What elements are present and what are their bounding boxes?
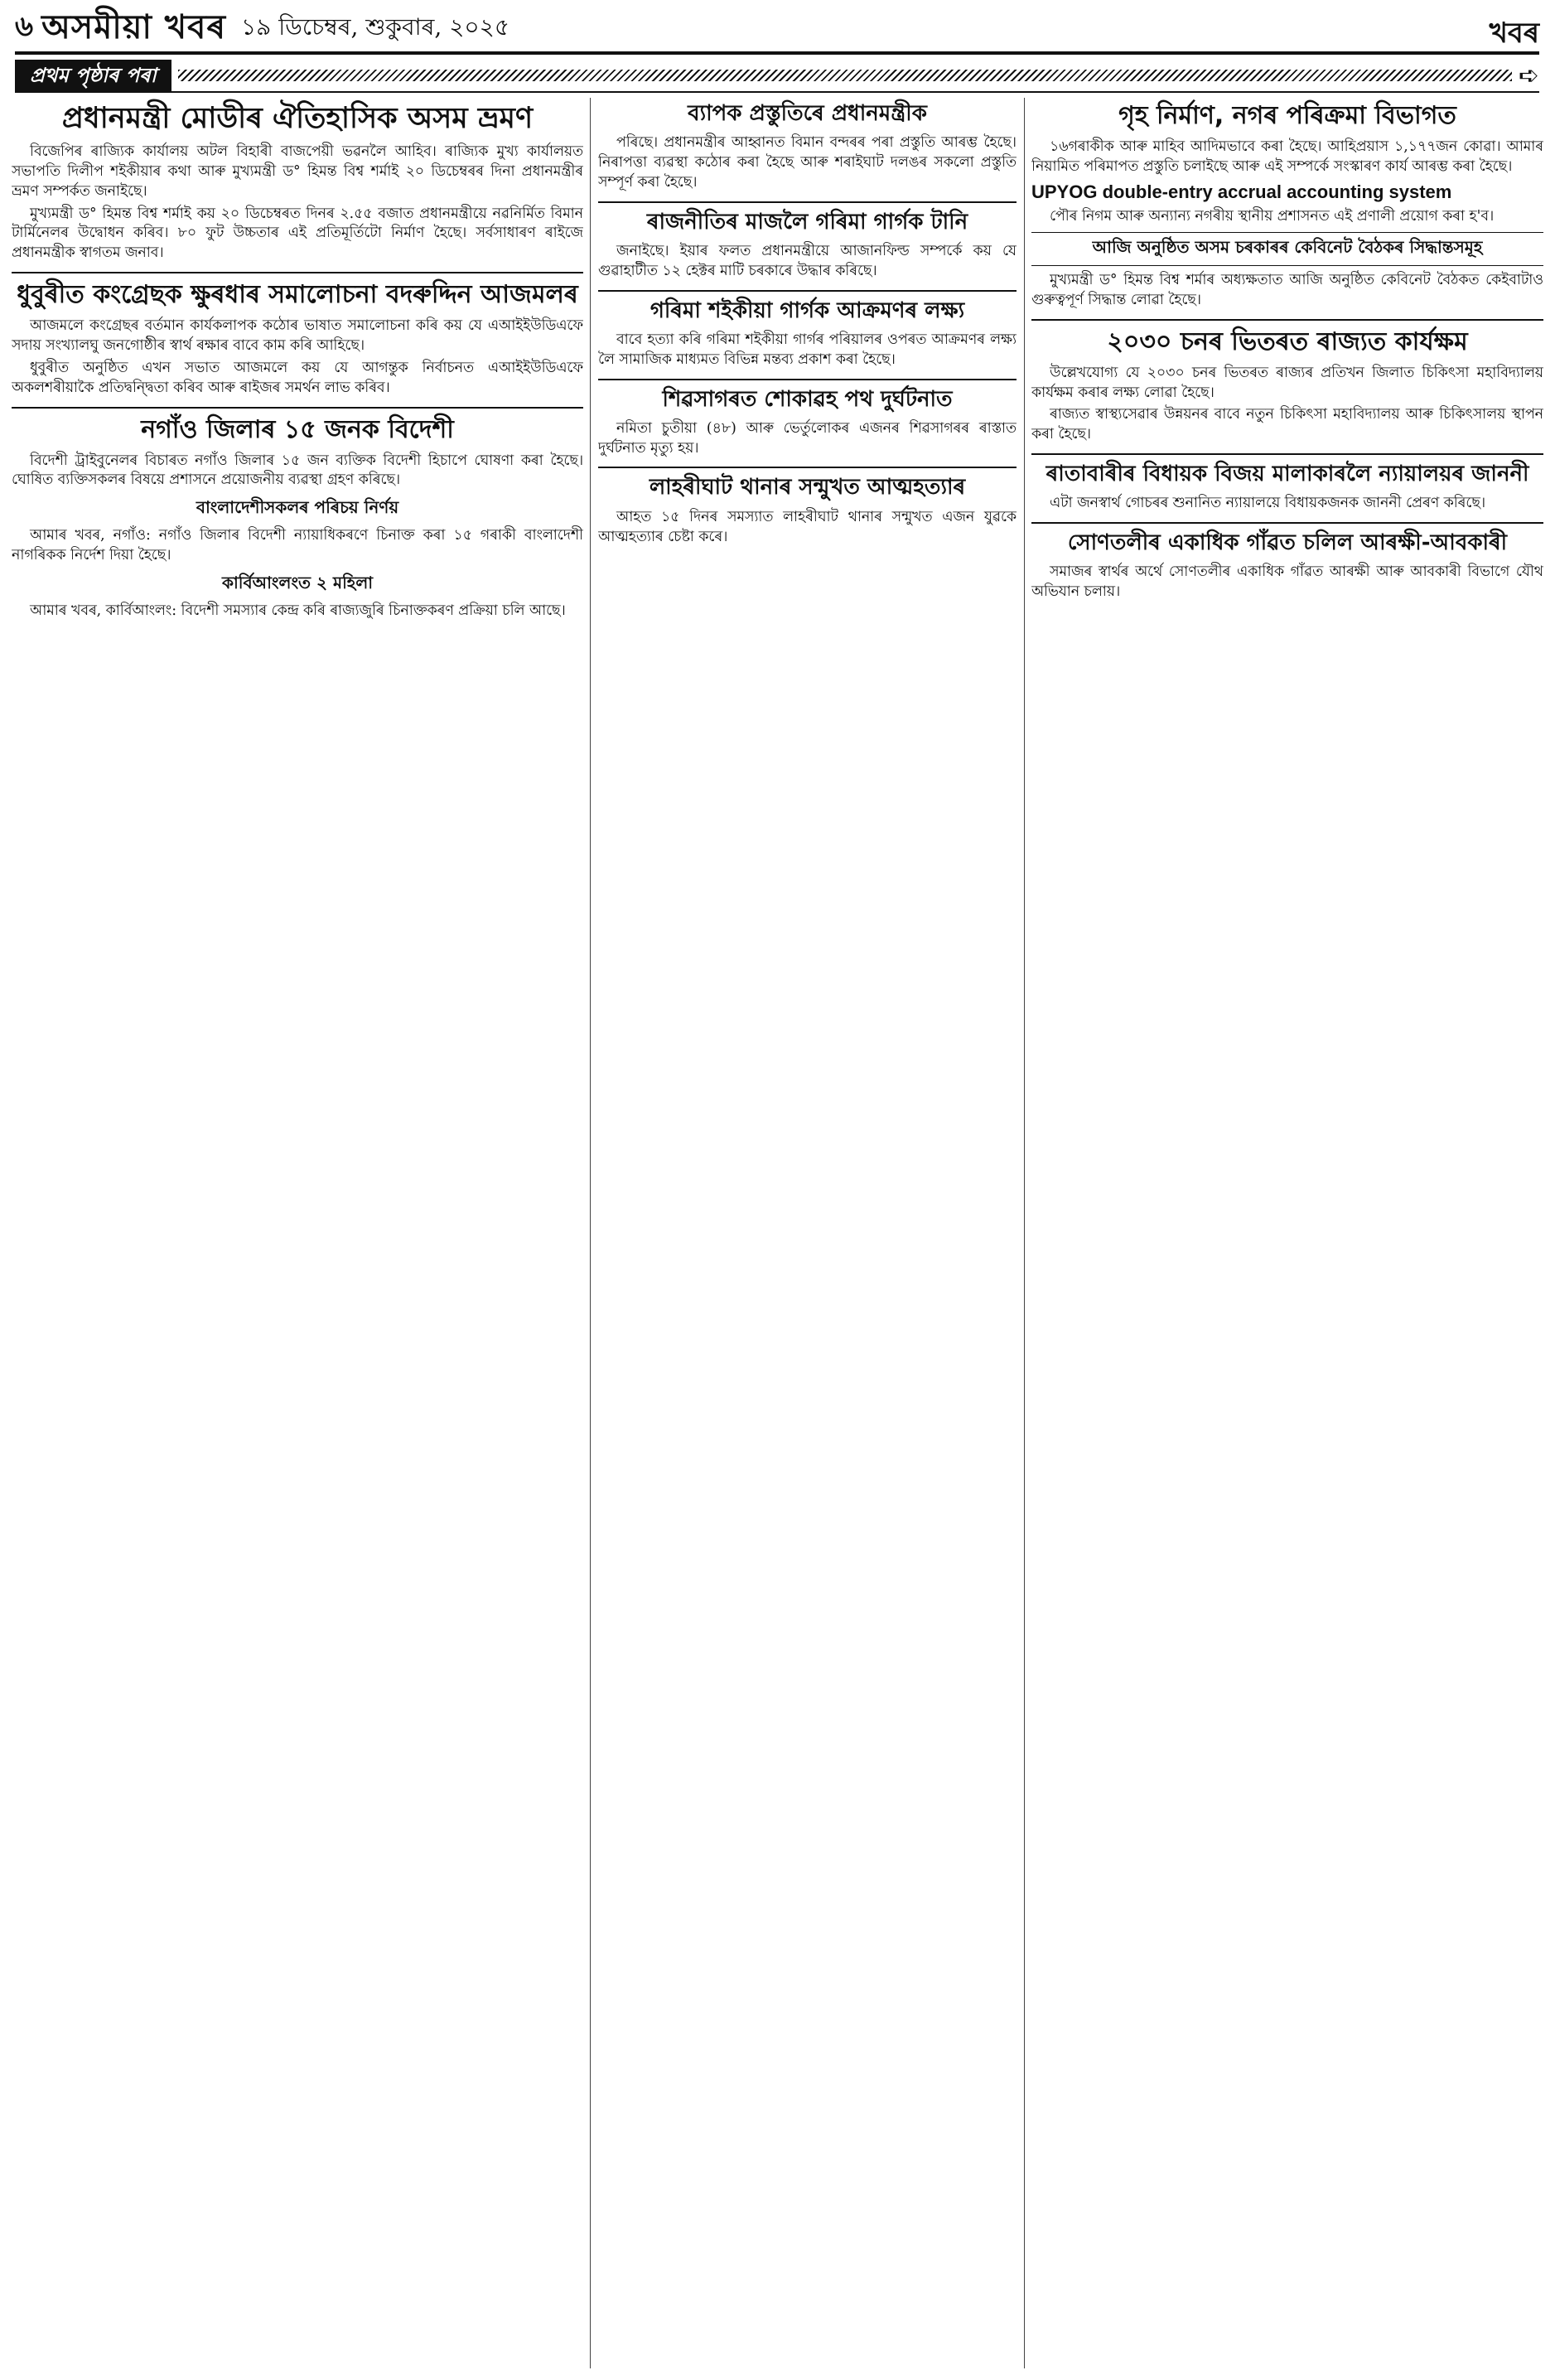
story-paragraph: আহত ১৫ দিনৰ সমস্যাত লাহৰীঘাট থানাৰ সন্মুখত এজন যুৱকে আত্মহত্যাৰ চেষ্টা কৰে। <box>598 508 1017 545</box>
paper-name: অসমীয়া খবৰ <box>41 7 226 46</box>
story-pm-preparations <box>598 101 1017 193</box>
headline-foreigners: নগাঁও জিলাৰ ১৫ জনক বিদেশী <box>141 414 454 444</box>
story-rataberi-mla <box>1031 462 1543 514</box>
story-divider <box>1031 319 1543 321</box>
column-middle <box>598 98 1017 2368</box>
story-divider <box>598 201 1017 203</box>
story-divider <box>598 379 1017 380</box>
story-paragraph: ১৬গৰাকীক আৰু মাহিব আদিমভাবে কৰা হৈছে। আহিপ্ৰয়াস ১,১৭৭জন কোৱা। আমাৰ নিয়ামিত পৰিমাপত প্ৰস্তুতি চলাইছে আৰু এই সম্পৰ্কে সংস্কাৰণ কাৰ্য আৰম্ভ কৰা হৈছে। <box>1031 138 1543 175</box>
strip-hatch <box>178 70 1512 81</box>
story-paragraph: পৰিছে। প্ৰধানমন্ত্ৰীৰ আহ্বানত বিমান বন্দৰৰ পৰা প্ৰস্তুতি আৰম্ভ হৈছে। নিৰাপত্তা ব্যৱস্থা কঠোৰ কৰা হৈছে আৰু শৰাইঘাট দলঙৰ সকলো প্ৰস্তুতি সম্পূৰ্ণ কৰা হৈছে। <box>598 134 1017 191</box>
headline-sivasagar-accident: শিৱসাগৰত শোকাৱহ পথ দুৰ্ঘটনাত <box>662 386 953 412</box>
story-paragraph: আমাৰ খবৰ, নগাঁও: নগাঁও জিলাৰ বিদেশী ন্যায়াধিকৰণে চিনাক্ত কৰা ১৫ গৰাকী বাংলাদেশী নাগৰিকক নিৰ্দেশ দিয়া হৈছে। <box>12 527 583 564</box>
column-right <box>1031 98 1543 2368</box>
headline-ajmal: ধুবুৰীত কংগ্ৰেছক ক্ষুৰধাৰ সমালোচনা বদৰুদ্দিন আজমলৰ <box>17 280 578 310</box>
story-paragraph: বিদেশী ট্ৰাইবুনেলৰ বিচাৰত নগাঁও জিলাৰ ১৫ জন ব্যক্তিক বিদেশী হিচাপে ঘোষণা কৰা হৈছে। ঘোষিত ব্যক্তিসকলৰ বিষয়ে প্ৰশাসনে প্ৰয়োজনীয় ব্যৱস্থা গ্ৰহণ কৰিছে। <box>12 452 583 489</box>
headline-garima-politics: ৰাজনীতিৰ মাজলৈ গৰিমা গাৰ্গক টানি <box>646 209 968 235</box>
page-number: ৬ <box>15 9 34 43</box>
headline-medical-2030: ২০৩০ চনৰ ভিতৰত ৰাজ্যত কাৰ্যক্ষম <box>1107 327 1468 356</box>
column-divider <box>590 98 591 2368</box>
sub-heading: কাৰ্বিআংলংত ২ মহিলা <box>221 573 374 593</box>
column-left <box>12 98 583 2368</box>
story-foreigners <box>12 415 583 622</box>
headline-sonatoli-raid: সোণতলীৰ একাধিক গাঁৱত চলিল আৰক্ষী-আবকাৰী <box>1067 530 1508 556</box>
story-divider <box>598 467 1017 468</box>
story-medical-2030 <box>1031 327 1543 445</box>
continued-label: প্ৰথম পৃষ্ঠাৰ পৰা <box>15 60 171 91</box>
arrow-right-icon: ➪ <box>1518 60 1539 90</box>
story-garima-politics <box>598 210 1017 282</box>
headline-garima-attack: গৰিমা শইকীয়া গাৰ্গক আক্ৰমণৰ লক্ষ্য <box>650 298 965 323</box>
story-paragraph: ৰাজ্যত স্বাস্থ্যসেৱাৰ উন্নয়নৰ বাবে নতুন চিকিৎসা মহাবিদ্যালয় আৰু চিকিৎসালয় স্থাপন কৰা হৈছে। <box>1031 406 1543 443</box>
column-divider <box>1024 98 1025 2368</box>
story-paragraph: নমিতা চুতীয়া (৪৮) আৰু ভেৰ্তুলোকৰ এজনৰ শিৱসাগৰৰ ৰাস্তাত দুৰ্ঘটনাত মৃত্যু হয়। <box>598 419 1017 457</box>
story-housing-urban <box>1031 101 1543 311</box>
story-divider <box>1031 522 1543 524</box>
issue-date: ১৯ ডিচেম্বৰ, শুকুবাৰ, ২০২৫ <box>240 12 510 41</box>
story-ajmal <box>12 280 583 398</box>
headline-housing-urban: গৃহ নিৰ্মাণ, নগৰ পৰিক্ৰমা বিভাগত <box>1118 101 1456 130</box>
story-divider <box>12 272 583 273</box>
continued-strip <box>15 60 1539 93</box>
story-paragraph: পৌৰ নিগম আৰু অন্যান্য নগৰীয় স্থানীয় প্ৰশাসনত এই প্ৰণালী প্ৰয়োগ কৰা হ'ব। <box>1050 208 1495 225</box>
story-paragraph: জনাইছে। ইয়াৰ ফলত প্ৰধানমন্ত্ৰীয়ে আজানফিল্ড সম্পৰ্কে কয় যে গুৱাহাটীত ১২ হেক্টৰ মাটি চৰকাৰে উদ্ধাৰ কৰিছে। <box>598 242 1017 279</box>
story-paragraph: উল্লেখযোগ্য যে ২০৩০ চনৰ ভিতৰত ৰাজ্যৰ প্ৰতিখন জিলাত চিকিৎসা মহাবিদ্যালয় কাৰ্যক্ষম কৰাৰ লক্ষ্য লোৱা হৈছে। <box>1031 364 1543 401</box>
headline-rataberi-mla: ৰাতাবাৰীৰ বিধায়ক বিজয় মালাকাৰলৈ ন্যায়ালয়ৰ জাননী <box>1046 462 1529 487</box>
headline-laharighat: লাহৰীঘাট থানাৰ সন্মুখত আত্মহত্যাৰ <box>649 475 966 501</box>
story-paragraph: এটা জনস্বাৰ্থ গোচৰৰ শুনানিত ন্যায়ালয়ে বিধায়কজনক জাননী প্ৰেৰণ কৰিছে। <box>1050 495 1486 512</box>
section-name: খবৰ <box>1489 17 1539 50</box>
story-pm-visit <box>12 101 583 264</box>
story-sivasagar-accident <box>598 387 1017 459</box>
story-divider <box>598 290 1017 292</box>
story-divider <box>1031 453 1543 455</box>
story-sonatoli-raid <box>1031 530 1543 602</box>
story-garima-attack <box>598 298 1017 370</box>
masthead <box>15 5 1539 55</box>
story-paragraph: আমাৰ খবৰ, কাৰ্বিআংলং: বিদেশী সমস্যাৰ কেন্দ্ৰ কৰি ৰাজ্যজুৰি চিনাক্তকৰণ প্ৰক্ৰিয়া চলি আছে। <box>30 602 566 620</box>
sub-heading: বাংলাদেশীসকলৰ পৰিচয় নিৰ্ণয় <box>196 497 399 518</box>
story-paragraph: সমাজৰ স্বাৰ্থৰ অৰ্থে সোণতলীৰ একাধিক গাঁৱত আৰক্ষী আৰু আবকাৰী বিভাগে যৌথ অভিযান চলায়। <box>1031 564 1543 601</box>
story-laharighat <box>598 475 1017 547</box>
cabinet-decisions-caption: আজি অনুষ্ঠিত অসম চৰকাৰৰ কেবিনেট বৈঠকৰ সিদ্ধান্তসমূহ <box>1031 232 1543 266</box>
story-divider <box>12 407 583 409</box>
story-paragraph: বাবে হত্যা কৰি গৰিমা শইকীয়া গাৰ্গৰ পৰিয়ালৰ ওপৰত আক্ৰমণৰ লক্ষ্য লৈ সামাজিক মাধ্যমত বিভিন্ন মন্তব্য প্ৰকাশ কৰা হৈছে। <box>598 331 1017 368</box>
story-paragraph: মুখ্যমন্ত্ৰী ড° হিমন্ত বিশ্ব শৰ্মাৰ অধ্যক্ষতাত আজি অনুষ্ঠিত কেবিনেট বৈঠকত কেইবাটাও গুৰুত্বপূৰ্ণ সিদ্ধান্ত লোৱা হৈছে। <box>1031 271 1543 308</box>
headline-pm-visit: প্ৰধানমন্ত্ৰী মোডীৰ ঐতিহাসিক অসম ভ্ৰমণ <box>61 102 534 135</box>
story-paragraph: আজমলে কংগ্ৰেছৰ বৰ্তমান কাৰ্যকলাপক কঠোৰ ভাষাত সমালোচনা কৰি কয় যে এআইইউডিএফে সদায় সংখ্যালঘু জনগোষ্ঠীৰ স্বাৰ্থ ৰক্ষাৰ বাবে কাম কৰি আহিছে। <box>12 317 583 355</box>
headline-pm-preparations: ব্যাপক প্ৰস্তুতিৰে প্ৰধানমন্ত্ৰীক <box>688 101 927 126</box>
story-paragraph: মুখ্যমন্ত্ৰী ড° হিমন্ত বিশ্ব শৰ্মাই কয় ২০ ডিচেম্বৰত দিনৰ ২.৫৫ বজাত প্ৰধানমন্ত্ৰীয়ে নৱনিৰ্মিত বিমান টাৰ্মিনেলৰ উদ্বোধন কৰিব। ৮০ ফুট উচ্চতাৰ এই প্ৰতিমূৰ্তিটো নিৰ্মাণ হৈছে। সৰ্বসাধাৰণ ৰাইজে প্ৰধানমন্ত্ৰীক স্বাগতম জনাব। <box>12 205 583 262</box>
story-paragraph: বিজেপিৰ ৰাজ্যিক কাৰ্যালয় অটল বিহাৰী বাজপেয়ী ভৱনলৈ আহিব। ৰাজ্যিক মুখ্য কাৰ্যালয়ত সভাপতি দিলীপ শইকীয়াৰ কথা আৰু মুখ্যমন্ত্ৰী ড° হিমন্ত বিশ্ব শৰ্মাই ২০ ডিচেম্বৰৰ দিনা প্ৰধানমন্ত্ৰীৰ ভ্ৰমণ সম্পৰ্কত জনাইছে। <box>12 143 583 200</box>
story-paragraph: ধুবুৰীত অনুষ্ঠিত এখন সভাত আজমলে কয় যে আগন্তুক নিৰ্বাচনত এআইইউডিএফে অকলশৰীয়াকৈ প্ৰতিদ্বন্দ্বিতা কৰিব আৰু ৰাইজৰ সমৰ্থন লাভ কৰিব। <box>12 359 583 396</box>
story-paragraph: UPYOG double-entry accrual accounting system <box>1031 181 1452 202</box>
